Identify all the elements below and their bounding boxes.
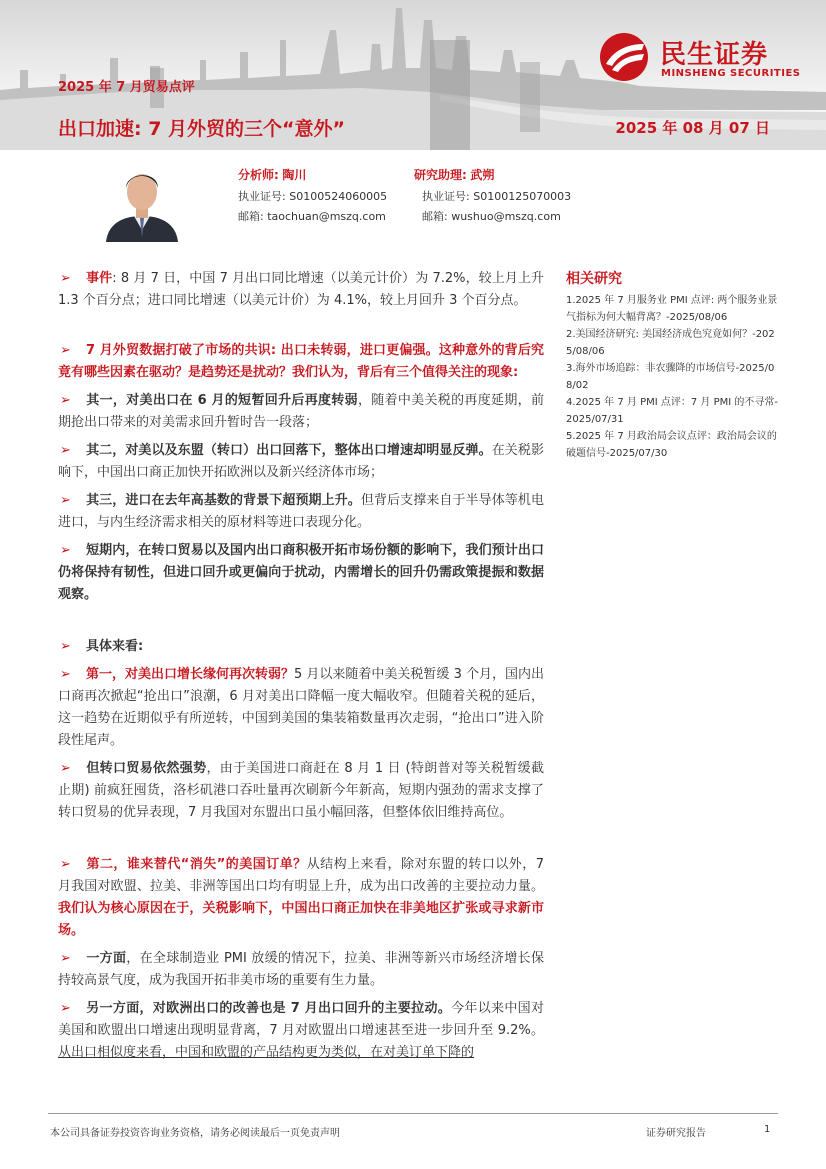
analyst-2-role: 研究助理: [414, 168, 467, 182]
related-research-item[interactable]: 5.2025 年 7 月政治局会议点评：政治局会议的破题信号-2025/07/30 [566, 431, 777, 459]
paragraph-transit-trade: ➢ 但转口贸易依然强势，由于美国进口商赶在 8 月 1 日 (特朗普对等关税暂缓截止期) 前疯狂囤货，洛杉矶港口吞吐量再次刷新今年新高，短期内强劲的需求支撑了转口贸易的优异表现，7 月我国对东盟出口虽小幅回落，但整体依旧维持高位。 [58, 758, 544, 824]
minsheng-logo [598, 32, 808, 82]
report-type: 2025 年 7 月贸易点评 [58, 80, 195, 95]
paragraph-other-hand: ➢ 另一方面，对欧洲出口的改善也是 7 月出口回升的主要拉动。今年以来中国对美国和欧盟出口增速出现明显背离，7 月对欧盟出口增速甚至进一步回升至 9.2%。从出口相似度来看，中国和欧盟的产品结构更为类似，在对美订单下降的 [58, 998, 544, 1064]
paragraph-details-heading: ➢ 具体来看: [58, 636, 544, 658]
main-content [58, 268, 544, 1064]
related-research-sidebar [566, 268, 780, 462]
analyst-1-cert: S0100524060005 [289, 190, 388, 203]
related-research-item[interactable]: 2.美国经济研究: 美国经济成色究竟如何？-2025/08/06 [566, 329, 775, 357]
header-banner [0, 0, 826, 150]
analyst-2-name: 武朔 [470, 168, 495, 182]
paragraph-one-hand: ➢ 一方面，在全球制造业 PMI 放缓的情况下，拉美、非洲等新兴市场经济增长保持较高景气度，成为我国开拓非美市场的重要有生力量。 [58, 948, 544, 992]
analyst-1-name: 陶川 [282, 168, 307, 182]
paragraph-summary: ➢ 7 月外贸数据打破了市场的共识: 出口未转弱，进口更偏强。这种意外的背后究竟有哪些因素在驱动？是趋势还是扰动？我们认为，背后有三个值得关注的现象: [58, 340, 544, 384]
related-research-title: 相关研究 [566, 271, 622, 287]
related-research-item[interactable]: 4.2025 年 7 月 PMI 点评：7 月 PMI 的不寻常-2025/07/31 [566, 397, 778, 425]
related-research-item[interactable]: 1.2025 年 7 月服务业 PMI 点评: 两个服务业景气指标为何大幅背离？-2025/08/06 [566, 295, 778, 323]
analyst-2-email[interactable]: wushuo@mszq.com [451, 210, 561, 223]
bullet-arrow-icon: ➢ [60, 343, 71, 358]
analyst-1-email-line [238, 208, 386, 224]
analyst-2-cert-label: 执业证号: [422, 190, 470, 203]
paragraph-point-1: ➢ 其一，对美出口在 6 月的短暂回升后再度转弱，随着中美关税的再度延期，前期抢出口带来的对美需求回升暂时告一段落； [58, 390, 544, 434]
page-number: 1 [764, 1124, 771, 1135]
analyst-1 [238, 166, 306, 183]
footer-divider [48, 1113, 778, 1114]
report-date: 2025 年 08 月 07 日 [615, 119, 770, 137]
paragraph-first: ➢ 第一，对美出口增长缘何再次转弱？5 月以来随着中美关税暂缓 3 个月，国内出口商再次掀起“抢出口”浪潮，6 月对美出口降幅一度大幅收窄。但随着关税的延后，这一趋势在近期似乎有所逆转，中国到美国的集装箱数量再次走弱，“抢出口”进入阶段性尾声。 [58, 664, 544, 752]
analyst-1-role: 分析师: [238, 168, 279, 182]
paragraph-point-3: ➢ 其三，进口在去年高基数的背景下超预期上升。但背后支撑来自于半导体等机电进口，与内生经济需求相关的原材料等进口表现分化。 [58, 490, 544, 534]
bullet-arrow-icon: ➢ [60, 543, 71, 558]
paragraph-second: ➢ 第二，谁来替代“消失”的美国订单？从结构上来看，除对东盟的转口以外，7 月我国对欧盟、拉美、非洲等国出口均有明显上升，成为出口改善的主要拉动力量。我们认为核心原因在于，关税影响下，中国出口商正加快在非美地区扩张或寻求新市场。 [58, 854, 544, 942]
analyst-2-cert: S0100125070003 [473, 190, 572, 203]
bullet-arrow-icon: ➢ [60, 443, 71, 458]
report-title: 出口加速: 7 月外贸的三个“意外” [58, 118, 346, 140]
paragraph-point-2: ➢ 其二，对美以及东盟（转口）出口回落下，整体出口增速却明显反弹。在关税影响下，中国出口商正加快开拓欧洲以及新兴经济体市场； [58, 440, 544, 484]
bullet-arrow-icon: ➢ [60, 393, 71, 408]
analyst-1-email[interactable]: taochuan@mszq.com [267, 210, 386, 223]
person-photo-icon [98, 158, 186, 242]
bullet-arrow-icon: ➢ [60, 271, 71, 286]
analyst-2-email-line [422, 208, 561, 224]
footer-label: 证券研究报告 [646, 1128, 706, 1139]
analyst-2-cert-line [422, 188, 571, 204]
analyst-1-cert-line [238, 188, 387, 204]
analyst-2 [414, 166, 494, 183]
related-research-item[interactable]: 3.海外市场追踪：非农骤降的市场信号-2025/08/02 [566, 363, 775, 391]
paragraph-outlook: ➢ 短期内，在转口贸易以及国内出口商积极开拓市场份额的影响下，我们预计出口仍将保持有韧性，但进口回升或更偏向于扰动，内需增长的回升仍需政策提振和数据观察。 [58, 540, 544, 606]
logo-text-cn: 民生证券 [660, 40, 769, 70]
analyst-2-email-label: 邮箱: [422, 210, 448, 223]
bullet-arrow-icon: ➢ [60, 1001, 71, 1016]
analyst-1-cert-label: 执业证号: [238, 190, 286, 203]
bullet-arrow-icon: ➢ [60, 639, 71, 654]
bullet-arrow-icon: ➢ [60, 857, 71, 872]
paragraph-event: ➢ 事件: 8 月 7 日，中国 7 月出口同比增速（以美元计价）为 7.2%，较上月上升 1.3 个百分点；进口同比增速（以美元计价）为 4.1%，较上月回升 3 个百分点。 [58, 268, 544, 312]
analyst-1-email-label: 邮箱: [238, 210, 264, 223]
footer-disclaimer: 本公司具备证券投资咨询业务资格，请务必阅读最后一页免责声明 [50, 1128, 340, 1139]
logo-text-en: MINSHENG SECURITIES [661, 68, 801, 79]
bullet-arrow-icon: ➢ [60, 951, 71, 966]
bullet-arrow-icon: ➢ [60, 761, 71, 776]
bullet-arrow-icon: ➢ [60, 493, 71, 508]
bullet-arrow-icon: ➢ [60, 667, 71, 682]
minsheng-logo-icon [598, 32, 650, 82]
analyst-photo [98, 158, 186, 242]
